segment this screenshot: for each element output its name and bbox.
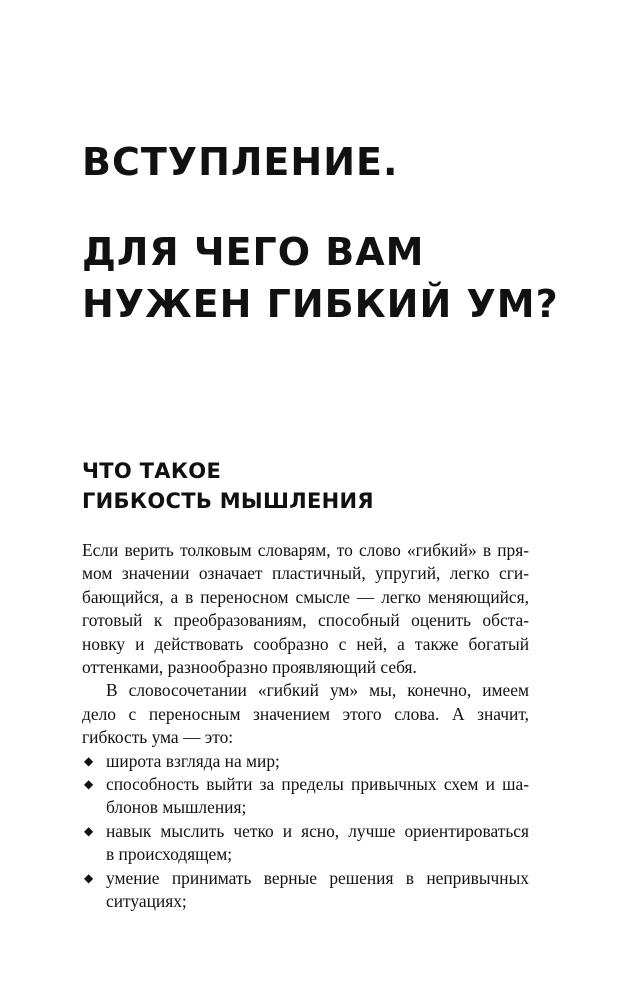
- paragraph: [82, 539, 529, 679]
- text-line: в происходящем;: [106, 844, 233, 865]
- diamond-bullet-icon: ◆: [84, 753, 94, 768]
- list-item: [82, 820, 529, 867]
- section-title-line: ЧТО ТАКОЕ: [82, 459, 222, 483]
- text-line: готовый к преобразованиям, способный оценить обста-: [82, 610, 529, 631]
- text-line: оттенками, разнообразно проявляющий себя.: [82, 657, 417, 678]
- body-text: [82, 539, 529, 914]
- text-line: способность выйти за пределы привычных схем и ша-: [106, 774, 529, 795]
- text-line: В словосочетании «гибкий ум» мы, конечно, имеем: [106, 680, 529, 701]
- text-line: умение принимать верные решения в непривычных: [106, 867, 529, 888]
- text-line: бающийся, а в переносном смысле — легко меняющийся,: [82, 586, 529, 607]
- text-line: мом значении означает пластичный, упругий, легко сги-: [82, 563, 529, 584]
- diamond-bullet-icon: ◆: [84, 823, 94, 838]
- bullet-list: [82, 750, 529, 914]
- text-line: Если верить толковым словарям, то слово «гибкий» в пря-: [82, 540, 529, 560]
- text-line: навык мыслить четко и ясно, лучше ориентироваться: [106, 820, 529, 841]
- text-line: дело с переносным значением этого слова. А значит,: [82, 703, 529, 724]
- list-item: [82, 750, 529, 773]
- text-line: блонов мышления;: [106, 797, 247, 818]
- chapter-title-line: ДЛЯ ЧЕГО ВАМ: [82, 230, 425, 274]
- text-line: широта взгляда на мир;: [106, 750, 280, 771]
- chapter-title-spacer: [82, 188, 582, 226]
- text-line: ситуациях;: [106, 891, 187, 912]
- diamond-bullet-icon: ◆: [84, 777, 94, 792]
- chapter-title: [82, 136, 582, 330]
- list-item: [82, 867, 529, 914]
- chapter-title-line: НУЖЕН ГИБКИЙ УМ?: [82, 282, 559, 326]
- text-line: новку и действовать сообразно с ней, а также богатый: [82, 633, 529, 654]
- chapter-title-line: ВСТУПЛЕНИЕ.: [82, 140, 399, 184]
- diamond-bullet-icon: ◆: [84, 870, 94, 885]
- paragraph: [82, 679, 529, 749]
- text-line: гибкость ума — это:: [82, 727, 234, 748]
- list-item: [82, 773, 529, 820]
- section-title: [82, 456, 582, 516]
- section-title-line: ГИБКОСТЬ МЫШЛЕНИЯ: [82, 489, 374, 513]
